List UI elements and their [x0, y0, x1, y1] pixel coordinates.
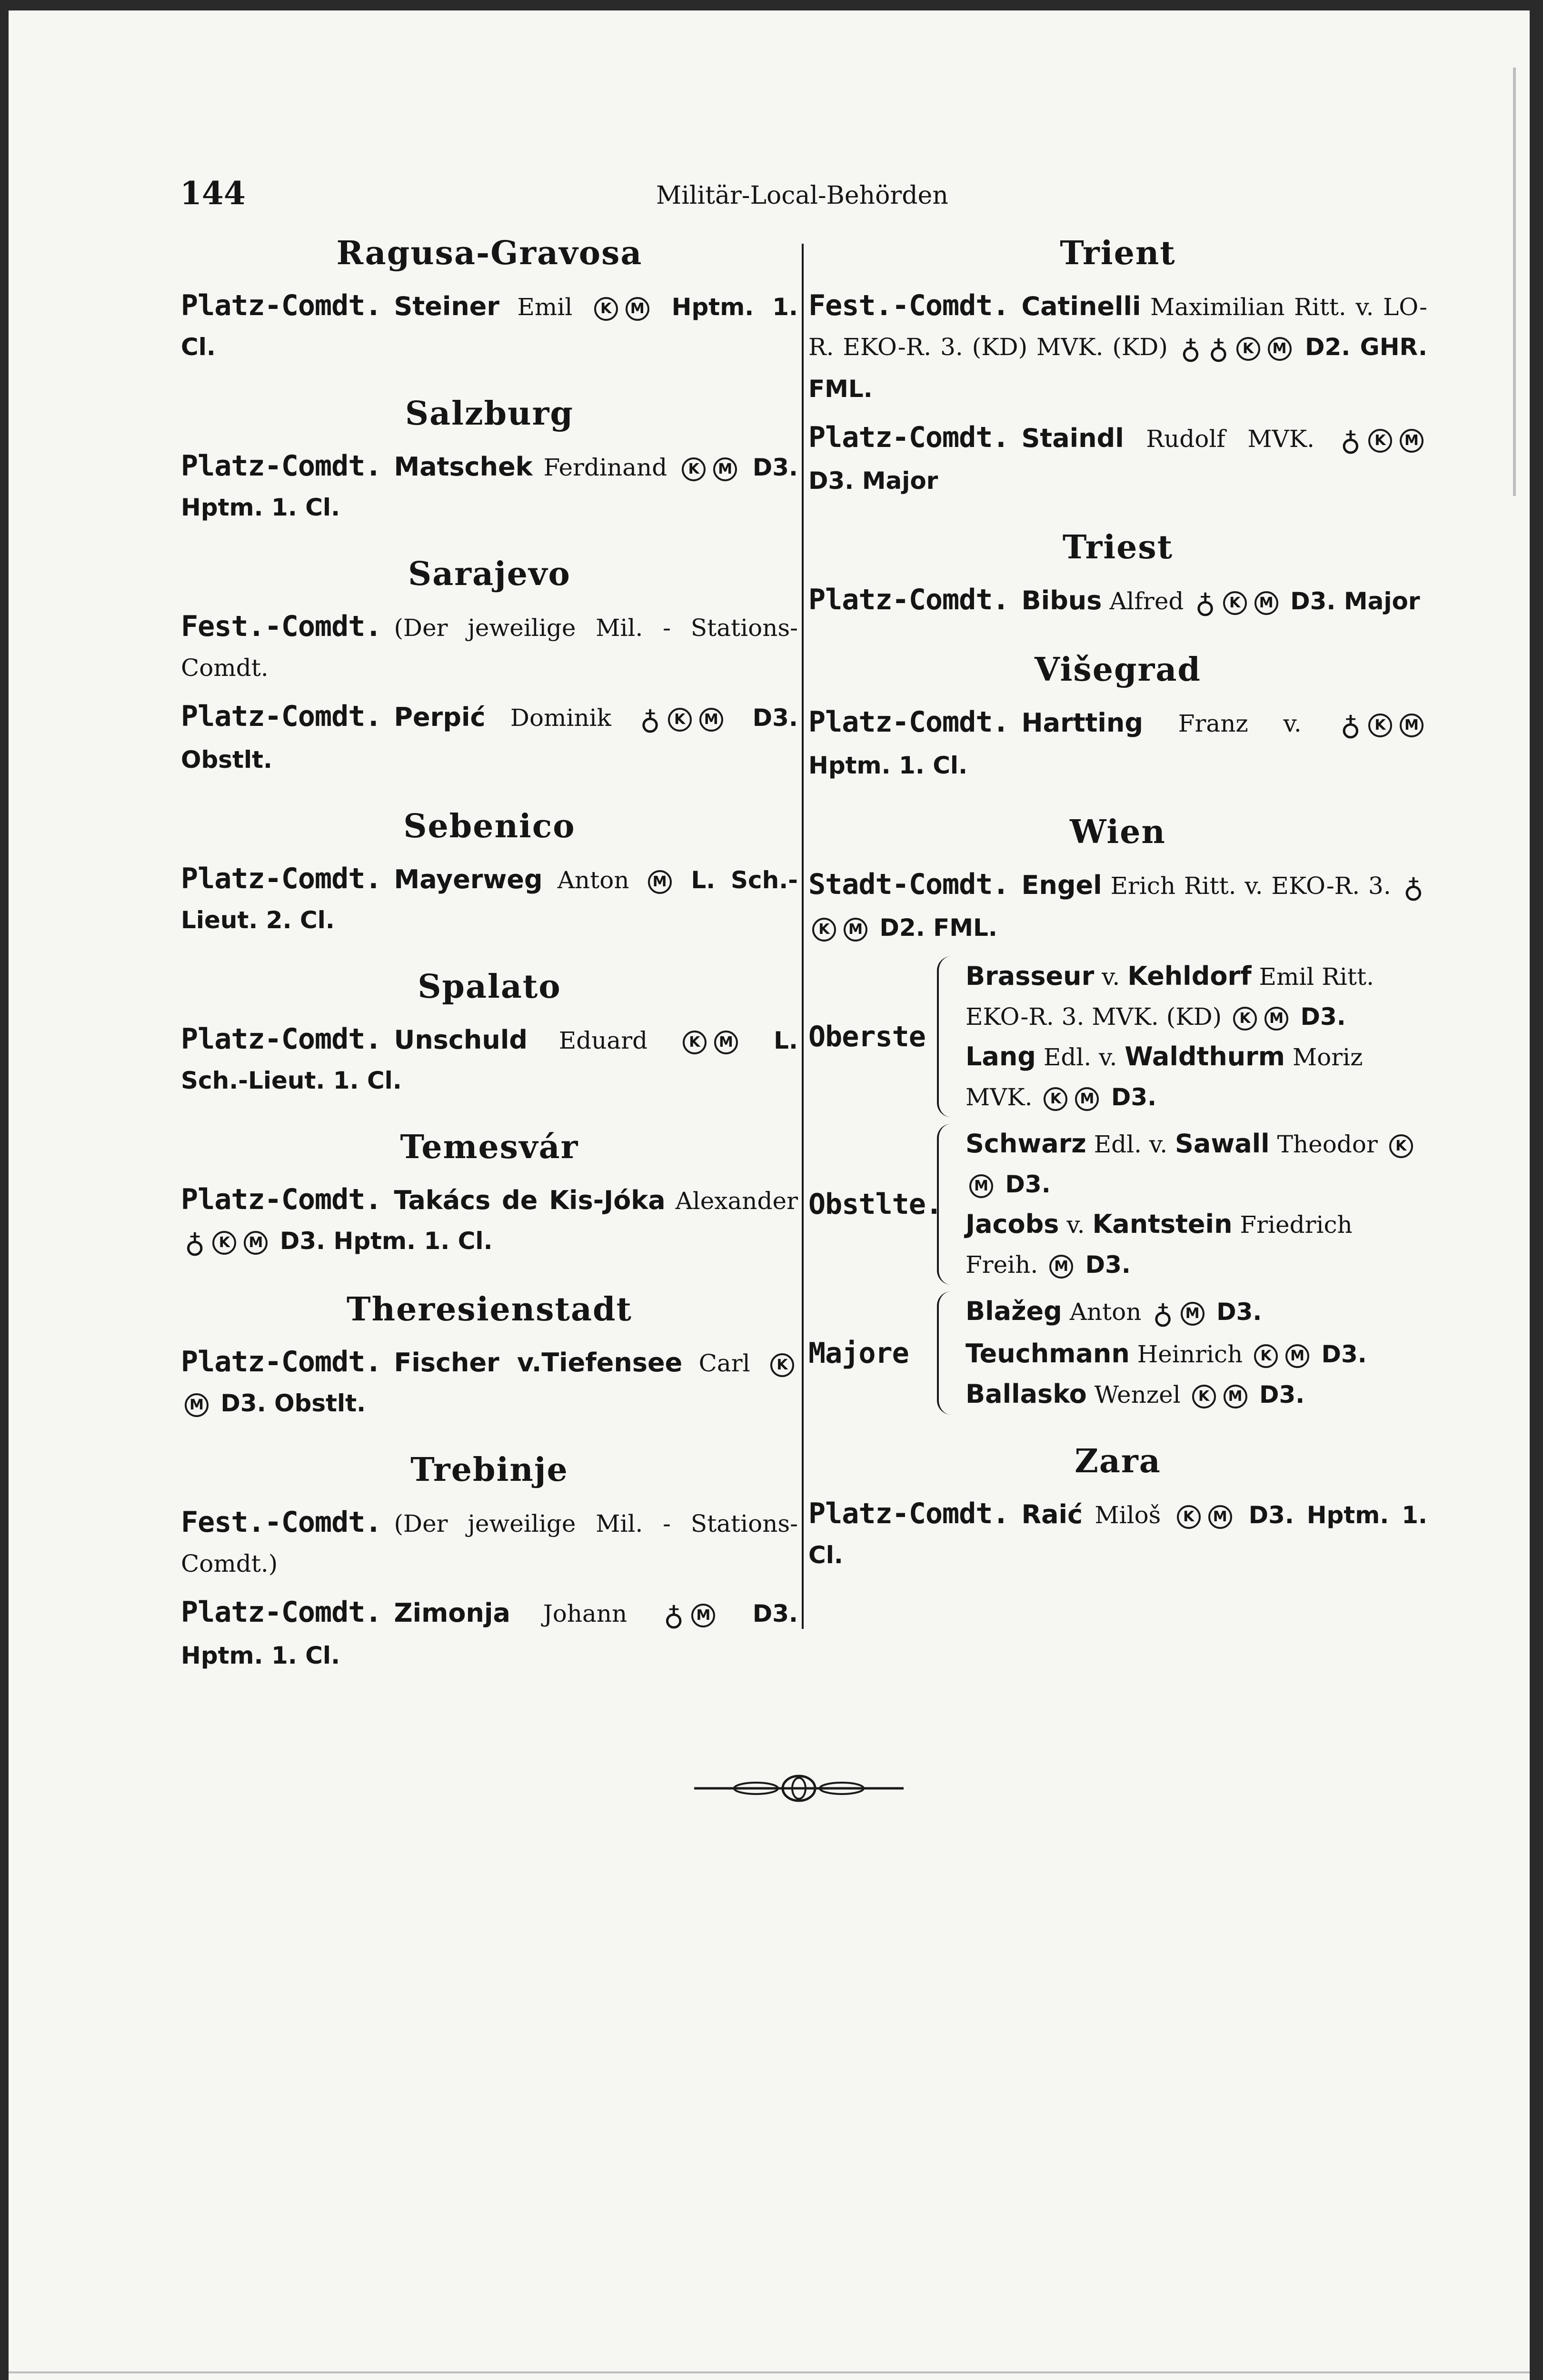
- decoration-m-icon: M: [1285, 1344, 1309, 1368]
- member-surname: Blažeg: [966, 1296, 1062, 1326]
- medal-icon: ♁: [1340, 425, 1361, 457]
- rank-group: [808, 956, 1427, 1117]
- group-member: [966, 1037, 1427, 1117]
- entry-role: Platz-Comdt.: [808, 421, 1009, 454]
- place-heading: Ragusa-Gravosa: [336, 234, 643, 272]
- entry-role: Platz-Comdt.: [808, 1497, 1009, 1530]
- entry-role: Fest.-Comdt.: [181, 610, 382, 643]
- decoration-m-icon: M: [1181, 1302, 1205, 1326]
- place-section: [808, 813, 1427, 1415]
- place-section: [181, 555, 798, 780]
- entry-rank: D3. Obstlt.: [212, 1389, 366, 1417]
- directory-entry: [181, 446, 798, 527]
- place-section: [181, 1290, 798, 1423]
- entry-rank: D3. Hptm. 1. Cl.: [271, 1227, 493, 1255]
- place-heading: Trebinje: [410, 1451, 568, 1489]
- place-heading: Temesvár: [400, 1128, 579, 1166]
- decoration-m-icon: M: [1224, 1385, 1247, 1408]
- entry-surname: Catinelli: [1021, 291, 1141, 321]
- place-heading: Wien: [1070, 813, 1166, 851]
- decoration-m-icon: M: [714, 1031, 738, 1054]
- directory-entry: [808, 864, 1427, 948]
- decoration-m-icon: M: [1208, 1505, 1232, 1529]
- decoration-m-icon: M: [244, 1231, 268, 1255]
- directory-entry: [808, 1494, 1427, 1575]
- rank-group-label: Oberste: [808, 1020, 926, 1053]
- entry-rank: D2. FML.: [871, 914, 997, 942]
- place-heading: Višegrad: [1035, 651, 1201, 689]
- directory-entry: [181, 1342, 798, 1423]
- group-member: [966, 1374, 1427, 1415]
- place-heading: Theresienstadt: [347, 1290, 632, 1329]
- member-surname: Schwarz: [966, 1129, 1086, 1159]
- entry-role: Platz-Comdt.: [181, 289, 382, 322]
- rank-group-members: [966, 956, 1427, 1117]
- entry-role: Platz-Comdt.: [808, 583, 1009, 616]
- entry-surname: Bibus: [1021, 585, 1102, 615]
- rank-group-members: [966, 1124, 1427, 1285]
- decoration-k-icon: K: [683, 1031, 707, 1054]
- entry-role: Platz-Comdt.: [181, 1022, 382, 1056]
- decoration-m-icon: M: [1264, 1007, 1288, 1031]
- medal-icon: ♁: [1403, 872, 1424, 904]
- entry-role: Platz-Comdt.: [808, 705, 1009, 739]
- member-details: Heinrich: [1129, 1340, 1251, 1368]
- entry-role: Fest.-Comdt.: [808, 289, 1009, 322]
- entry-details: Ferdinand: [543, 454, 667, 481]
- decoration-k-icon: K: [1368, 714, 1392, 737]
- entry-details: Anton: [557, 866, 629, 894]
- member-rank: D3.: [1103, 1083, 1157, 1111]
- entry-details: Erich Ritt. v. EKO-R. 3.: [1110, 872, 1391, 900]
- entry-role: Fest.-Comdt.: [181, 1506, 382, 1539]
- brace-icon: [937, 1291, 956, 1415]
- decoration-k-icon: K: [1368, 429, 1392, 453]
- place-heading: Sarajevo: [408, 555, 571, 593]
- entry-role: Platz-Comdt.: [181, 1345, 382, 1378]
- brace-icon: [937, 956, 956, 1117]
- member-surname: Jacobs: [966, 1209, 1059, 1239]
- decoration-k-icon: K: [668, 708, 692, 732]
- medal-icon: ♁: [640, 704, 660, 736]
- entry-role: Platz-Comdt.: [181, 1183, 382, 1216]
- decoration-m-icon: M: [713, 457, 737, 481]
- group-member: [966, 956, 1427, 1037]
- decoration-m-icon: M: [844, 918, 867, 942]
- entry-rank: D3. Major: [1282, 587, 1420, 615]
- directory-entry: [808, 702, 1427, 785]
- place-section: [181, 1451, 798, 1676]
- entry-details: Eduard: [558, 1027, 648, 1054]
- entry-rank: D2. GHR. FML.: [808, 333, 1427, 403]
- rank-group: [808, 1124, 1427, 1285]
- member-rank: D3.: [1251, 1381, 1305, 1408]
- decoration-k-icon: K: [1044, 1087, 1067, 1111]
- entry-role: Platz-Comdt.: [181, 1596, 382, 1629]
- member-rank: D3.: [1077, 1251, 1131, 1279]
- entry-details: (Der jeweilige Mil. - Stations- Comdt.: [181, 614, 798, 682]
- member-surname-2: Waldthurm: [1125, 1041, 1285, 1071]
- member-particle: Edl. v.: [1035, 1043, 1125, 1071]
- entry-rank: D3. Obstlt.: [181, 704, 798, 774]
- place-section: [181, 1128, 798, 1263]
- member-details: Emil Ritt. EKO-R. 3. MVK. (KD): [966, 963, 1374, 1031]
- entry-role: Platz-Comdt.: [181, 700, 382, 733]
- member-surname: Ballasko: [966, 1379, 1087, 1409]
- group-member: [966, 1334, 1427, 1374]
- decoration-m-icon: M: [648, 870, 672, 894]
- entry-rank: L. Sch.- Lieut. 2. Cl.: [181, 866, 798, 934]
- decoration-m-icon: M: [1254, 591, 1278, 615]
- place-heading: Triest: [1062, 528, 1174, 566]
- entry-details: Miloš: [1095, 1501, 1161, 1529]
- member-details: Anton: [1062, 1298, 1149, 1326]
- member-details: Theodor: [1269, 1130, 1385, 1158]
- directory-entry: [181, 1180, 798, 1263]
- decoration-m-icon: M: [1268, 337, 1292, 361]
- member-surname: Lang: [966, 1041, 1036, 1071]
- member-rank: D3.: [997, 1170, 1051, 1198]
- place-heading: Sebenico: [403, 807, 576, 845]
- column-divider: [802, 244, 804, 1629]
- left-column: [181, 234, 798, 1703]
- entry-rank: Hptm. 1. Cl.: [808, 752, 968, 779]
- place-section: [181, 395, 798, 527]
- decoration-k-icon: K: [1254, 1344, 1278, 1368]
- rank-group-label: Obstlte.: [808, 1188, 942, 1221]
- decoration-m-icon: M: [185, 1393, 209, 1417]
- member-surname-2: Kantstein: [1092, 1209, 1233, 1239]
- directory-entry: [808, 580, 1427, 623]
- entry-surname: Perpić: [394, 702, 486, 732]
- member-details: Moriz MVK.: [966, 1043, 1363, 1111]
- member-rank: D3.: [1313, 1340, 1367, 1368]
- entry-rank: D3. Major: [808, 467, 938, 495]
- rank-group-members: [966, 1291, 1427, 1415]
- directory-entry: [181, 696, 798, 780]
- decoration-m-icon: M: [1400, 714, 1424, 737]
- scan-bottom-edge: [9, 2371, 1530, 2373]
- group-member: [966, 1204, 1427, 1285]
- medal-icon: ♁: [185, 1227, 205, 1259]
- entry-details: Dominik: [510, 704, 611, 732]
- member-rank: D3.: [1208, 1298, 1262, 1326]
- entry-details: Emil: [517, 293, 573, 321]
- entry-role: Platz-Comdt.: [181, 862, 382, 895]
- entry-surname: Fischer v.Tiefensee: [394, 1348, 683, 1378]
- member-rank: D3.: [1292, 1003, 1346, 1031]
- entry-details: (Der jeweilige Mil. - Stations- Comdt.): [181, 1510, 798, 1577]
- entry-surname: Engel: [1021, 870, 1102, 900]
- decoration-m-icon: M: [969, 1174, 993, 1198]
- entry-surname: Staindl: [1021, 423, 1124, 453]
- entry-role: Platz-Comdt.: [181, 449, 382, 483]
- entry-rank: D3. Hptm. 1. Cl.: [181, 454, 798, 521]
- place-section: [808, 234, 1427, 501]
- directory-entry: [181, 606, 798, 688]
- member-particle: Edl. v.: [1086, 1130, 1175, 1158]
- entry-surname: Hartting: [1021, 708, 1143, 738]
- decoration-m-icon: M: [626, 297, 649, 321]
- place-heading: Spalato: [418, 968, 561, 1006]
- group-member: [966, 1124, 1427, 1204]
- place-section: [808, 528, 1427, 623]
- entry-details: Johann: [543, 1600, 627, 1627]
- decoration-m-icon: M: [1400, 429, 1424, 453]
- running-head: Militär-Local-Behörden: [656, 181, 948, 210]
- entry-details: Alfred: [1109, 587, 1184, 615]
- entry-rank: Hptm. 1. Cl.: [181, 293, 798, 361]
- entry-details: Franz v.: [1178, 710, 1302, 737]
- entry-surname: Matschek: [394, 452, 533, 482]
- rank-group-label: Majore: [808, 1336, 909, 1370]
- decoration-k-icon: K: [1233, 1007, 1257, 1031]
- entry-details: Alexander: [675, 1187, 798, 1215]
- entry-surname: Zimonja: [394, 1598, 510, 1628]
- decoration-k-icon: K: [1192, 1385, 1216, 1408]
- entry-details: Carl: [698, 1349, 750, 1377]
- member-details: Friedrich Freih.: [966, 1211, 1353, 1279]
- entry-role: Stadt-Comdt.: [808, 868, 1009, 901]
- medal-icon: ♁: [1180, 333, 1201, 365]
- entry-surname: Mayerweg: [394, 864, 543, 894]
- decoration-k-icon: K: [812, 918, 836, 942]
- group-member: [966, 1291, 1427, 1334]
- decoration-m-icon: M: [691, 1604, 715, 1627]
- entry-rank: L. Sch.-Lieut. 1. Cl.: [181, 1027, 798, 1094]
- place-heading: Zara: [1075, 1442, 1161, 1480]
- place-heading: Trient: [1060, 234, 1176, 272]
- decoration-m-icon: M: [699, 708, 723, 732]
- medal-icon: ♁: [1195, 587, 1215, 619]
- decoration-k-icon: K: [1223, 591, 1247, 615]
- book-page: [9, 10, 1530, 2380]
- place-section: [181, 968, 798, 1101]
- entry-surname: Raić: [1021, 1499, 1083, 1529]
- member-surname-2: Sawall: [1175, 1129, 1270, 1159]
- place-section: [181, 807, 798, 940]
- member-surname: Teuchmann: [966, 1339, 1130, 1368]
- member-particle: v.: [1059, 1211, 1093, 1239]
- medal-icon: ♁: [1208, 333, 1229, 365]
- directory-entry: [181, 859, 798, 940]
- page-header: [180, 175, 1427, 222]
- ornament-divider: [694, 1772, 904, 1805]
- member-surname: Brasseur: [966, 961, 1095, 991]
- medal-icon: ♁: [664, 1599, 684, 1632]
- decoration-m-icon: M: [1075, 1087, 1099, 1111]
- brace-icon: [937, 1124, 956, 1285]
- page-number: 144: [180, 175, 246, 212]
- place-section: [808, 651, 1427, 785]
- member-surname-2: Kehldorf: [1127, 961, 1252, 991]
- decoration-k-icon: K: [770, 1353, 794, 1377]
- scan-edge-mark: [1513, 68, 1516, 496]
- member-details: Wenzel: [1086, 1381, 1188, 1408]
- entry-rank: D3. Hptm. 1. Cl.: [808, 1501, 1427, 1569]
- entry-details: Rudolf MVK.: [1146, 425, 1314, 453]
- directory-entry: [808, 417, 1427, 501]
- right-column: [808, 234, 1427, 1603]
- decoration-k-icon: K: [594, 297, 618, 321]
- entry-rank: D3. Hptm. 1. Cl.: [181, 1600, 798, 1669]
- place-section: [808, 1442, 1427, 1575]
- decoration-k-icon: K: [212, 1231, 236, 1255]
- decoration-k-icon: K: [1389, 1134, 1413, 1158]
- member-particle: v.: [1094, 963, 1128, 991]
- medal-icon: ♁: [1153, 1298, 1173, 1330]
- decoration-k-icon: K: [1236, 337, 1260, 361]
- decoration-k-icon: K: [682, 457, 706, 481]
- entry-surname: Unschuld: [394, 1025, 528, 1055]
- entry-surname: Takács de Kis-Jóka: [394, 1185, 666, 1215]
- entry-surname: Steiner: [394, 291, 500, 321]
- rank-group: [808, 1291, 1427, 1415]
- entry-details: Maximilian Ritt. v. LO-R. EKO-R. 3. (KD) MVK. (KD): [808, 293, 1427, 361]
- directory-entry: [181, 1019, 798, 1101]
- directory-entry: [181, 1502, 798, 1584]
- decoration-m-icon: M: [1049, 1255, 1073, 1279]
- place-section: [181, 234, 798, 367]
- directory-entry: [181, 1592, 798, 1676]
- medal-icon: ♁: [1340, 709, 1361, 742]
- directory-entry: [808, 286, 1427, 409]
- directory-entry: [181, 286, 798, 367]
- place-heading: Salzburg: [405, 395, 574, 433]
- decoration-k-icon: K: [1177, 1505, 1201, 1529]
